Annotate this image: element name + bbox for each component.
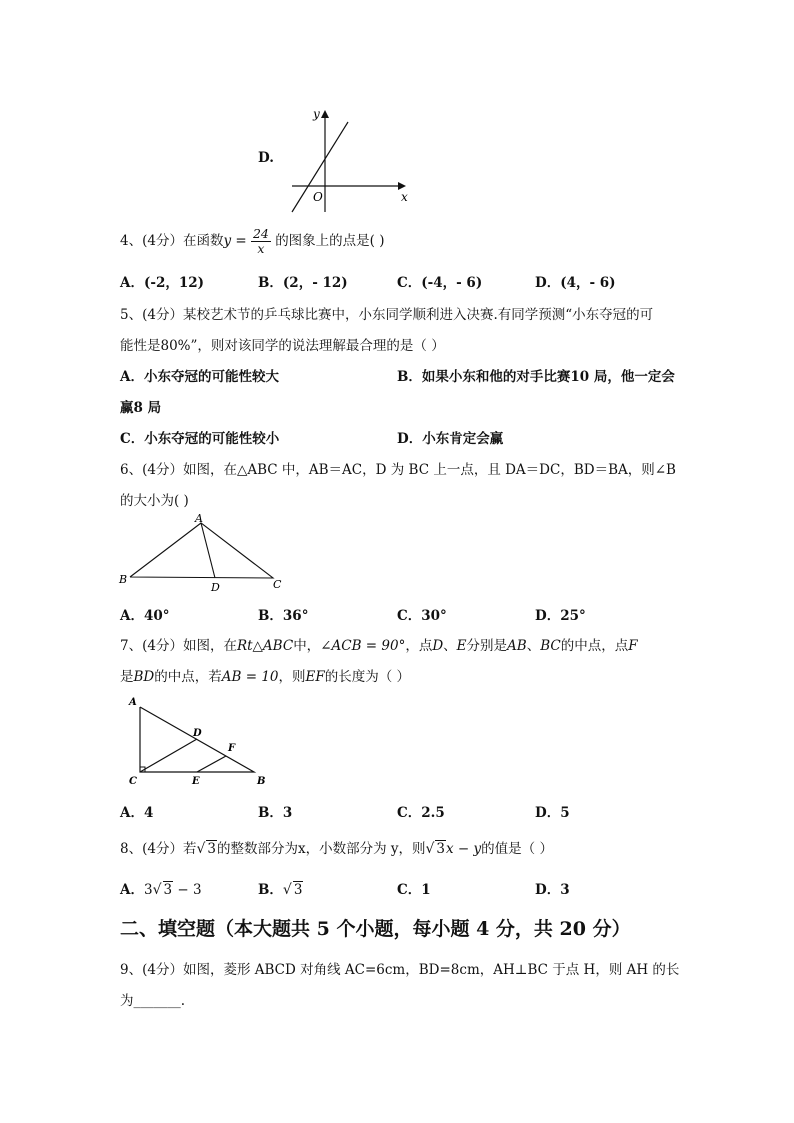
point-b-label: B [119,573,128,586]
y-axis-arrow [321,110,329,118]
q7-line-1: 7、(4分）如图，在Rt△ABC中，∠ACB = 90°，点D、E分别是AB、BC的中点，点F [120,638,638,654]
axis-y-label: y [313,107,320,121]
point-e-label: E [192,776,200,787]
q8-stem: 8、(4分）若√ 3的整数部分为x，小数部分为 y，则√ 3x − y的值是（ ） [120,841,553,857]
point-a-label: A [195,512,203,525]
origin-label: O [313,190,323,204]
q6-line-2: 的大小为( ) [120,493,189,509]
q7-line-2: 是BD的中点，若AB = 10，则EF的长度为（ ） [120,669,411,685]
q4-option-a: A．(-2，12) [120,275,205,291]
q5-line-1: 5、(4分）某校艺术节的乒乓球比赛中，小东同学顺利进入决赛.有同学预测“小东夺冠的可 [120,307,654,323]
q5-line-2: 能性是80%”，则对该同学的说法理解最合理的是（ ） [120,338,445,354]
segment-ef [197,756,226,772]
segment-ad [201,523,215,578]
q7-option-c: C．2.5 [397,805,445,821]
q5-option-b-line-2: 赢8 局 [120,400,162,416]
q6-option-c: C．30° [397,608,447,624]
q7-option-b: B．3 [258,805,293,821]
q7-triangle-figure [122,692,272,790]
q7-option-d: D．5 [535,805,570,821]
point-d-label: D [193,728,202,739]
q6-option-a: A．40° [120,608,170,624]
q3-option-d-graph [282,104,412,216]
q5-option-b-line-1: B．如果小东和他的对手比赛10 局，他一定会 [397,369,675,385]
point-c-label: C [273,578,282,591]
point-a-label: A [129,697,137,708]
triangle-abc [130,523,273,578]
axis-x-label: x [401,190,408,204]
q4-fraction: $\frac{24}{x}$ [252,226,269,256]
q8-option-d: D．3 [535,882,570,898]
q4-option-b: B．(2，- 12) [258,275,348,291]
point-c-label: C [129,776,137,787]
q8-option-b: B．√ 3 [258,882,303,898]
x-axis-arrow [398,182,406,190]
q5-option-c: C．小东夺冠的可能性较小 [120,431,280,447]
q3-option-d-label: D. [258,150,274,166]
q4-option-d: D．(4，- 6) [535,275,616,291]
q8-sqrt-3: 3 [207,841,216,857]
segment-cd [140,739,197,772]
q5-option-a: A．小东夺冠的可能性较大 [120,369,279,385]
q9-line-1: 9、(4分）如图，菱形 ABCD 对角线 AC=6cm，BD=8cm，AH⊥BC 于点 H，则 AH 的长 [120,962,680,978]
q6-option-b: B．36° [258,608,309,624]
q9-line-2: 为_______. [120,993,186,1009]
q6-line-1: 6、(4分）如图，在△ABC 中，AB＝AC，D 为 BC 上一点，且 DA＝DC，BD＝BA，则∠B [120,462,676,478]
section-2-heading: 二、填空题（本大题共 5 个小题，每小题 4 分，共 20 分） [120,918,631,940]
q4-stem: 4、(4分）在函数y = $\frac{24}{x}$ 的图象上的点是( ) [120,226,385,256]
q6-option-d: D．25° [535,608,586,624]
q8-option-a: A．3√ 3 − 3 [120,882,202,898]
point-f-label: F [228,743,236,754]
point-d-label: D [211,581,220,594]
q7-option-a: A．4 [120,805,154,821]
q4-option-c: C．(-4，- 6) [397,275,483,291]
q6-triangle-figure [114,510,294,596]
q8-option-c: C．1 [397,882,431,898]
point-b-label: B [257,776,266,787]
q5-option-d: D．小东肯定会赢 [397,431,504,447]
